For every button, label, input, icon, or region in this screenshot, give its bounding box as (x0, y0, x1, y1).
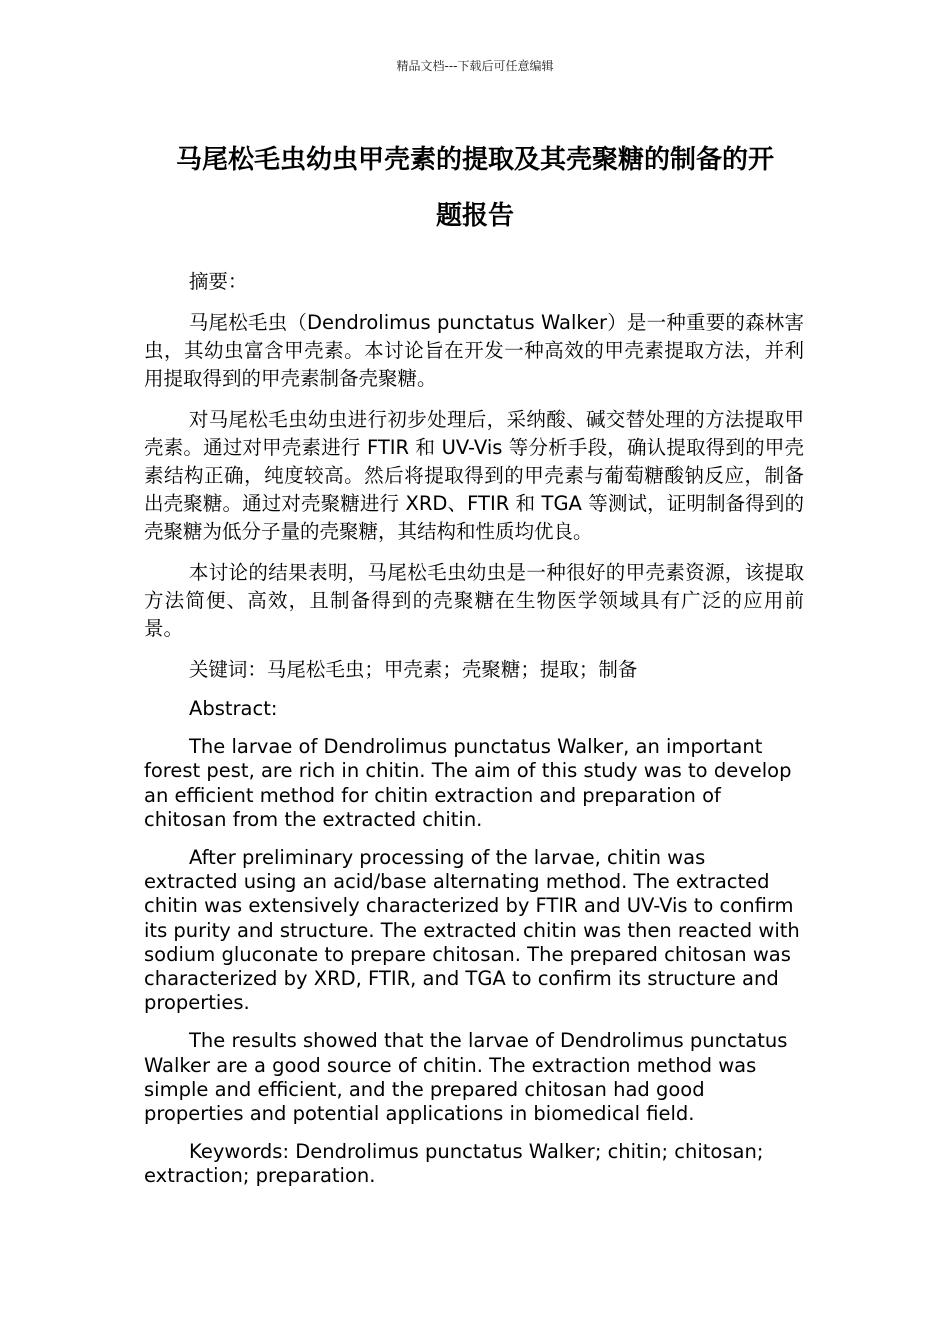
abstract-en-paragraph-3: The results showed that the larvae of Dendrolimus punctatus Walker are a good source of chitin. The extraction method was simple and efficient, and the prepared chitosan had good properties and potential applications in biomedical field. (144, 1029, 788, 1126)
abstract-cn-heading: 摘要： (188, 270, 248, 293)
title-line-2: 题报告 (435, 201, 514, 231)
abstract-cn-paragraph-1: 马尾松毛虫（Dendrolimus punctatus Walker）是一种重要的森林害虫，其幼虫富含甲壳素。本讨论旨在开发一种高效的甲壳素提取方法，并利用提取得到的甲壳素制备壳聚糖。 (144, 311, 804, 390)
abstract-cn-paragraph-2: 对马尾松毛虫幼虫进行初步处理后，采纳酸、碱交替处理的方法提取甲壳素。通过对甲壳素进行 FTIR 和 UV-Vis 等分析手段，确认提取得到的甲壳素结构正确，纯度较高。然后将提取得到的甲壳素与葡萄糖酸钠反应，制备出壳聚糖。通过对壳聚糖进行 XRD、FTIR 和 TGA 等测试，证明制备得到的壳聚糖为低分子量的壳聚糖，其结构和性质均优良。 (144, 408, 804, 543)
header-note: 精品文档---下载后可任意编辑 (396, 59, 554, 73)
abstract-en-paragraph-2: After preliminary processing of the larvae, chitin was extracted using an acid/base alternating method. The extracted chitin was extensively characterized by FTIR and UV-Vis to confirm its purity and structure. The extracted chitin was then reacted with sodium gluconate to prepare chitosan. The prepared chitosan was characterized by XRD, FTIR, and TGA to confirm its structure and properties. (144, 846, 800, 1015)
document-title (130, 132, 820, 244)
keywords-cn: 关键词：马尾松毛虫；甲壳素；壳聚糖；提取；制备 (188, 658, 638, 681)
keywords-en: Keywords: Dendrolimus punctatus Walker; chitin; chitosan; extraction; preparation. (144, 1140, 764, 1188)
abstract-en-paragraph-1: The larvae of Dendrolimus punctatus Walker, an important forest pest, are rich in chitin. The aim of this study was to develop an efficient method for chitin extraction and preparation of chitosan from the extracted chitin. (144, 735, 792, 831)
title-line-1: 马尾松毛虫幼虫甲壳素的提取及其壳聚糖的制备的开 (175, 145, 774, 175)
abstract-en-heading: Abstract: (189, 697, 278, 720)
abstract-cn-paragraph-3: 本讨论的结果表明，马尾松毛虫幼虫是一种很好的甲壳素资源，该提取方法简便、高效，且制备得到的壳聚糖在生物医学领域具有广泛的应用前景。 (144, 561, 804, 640)
document-body (144, 268, 804, 1203)
